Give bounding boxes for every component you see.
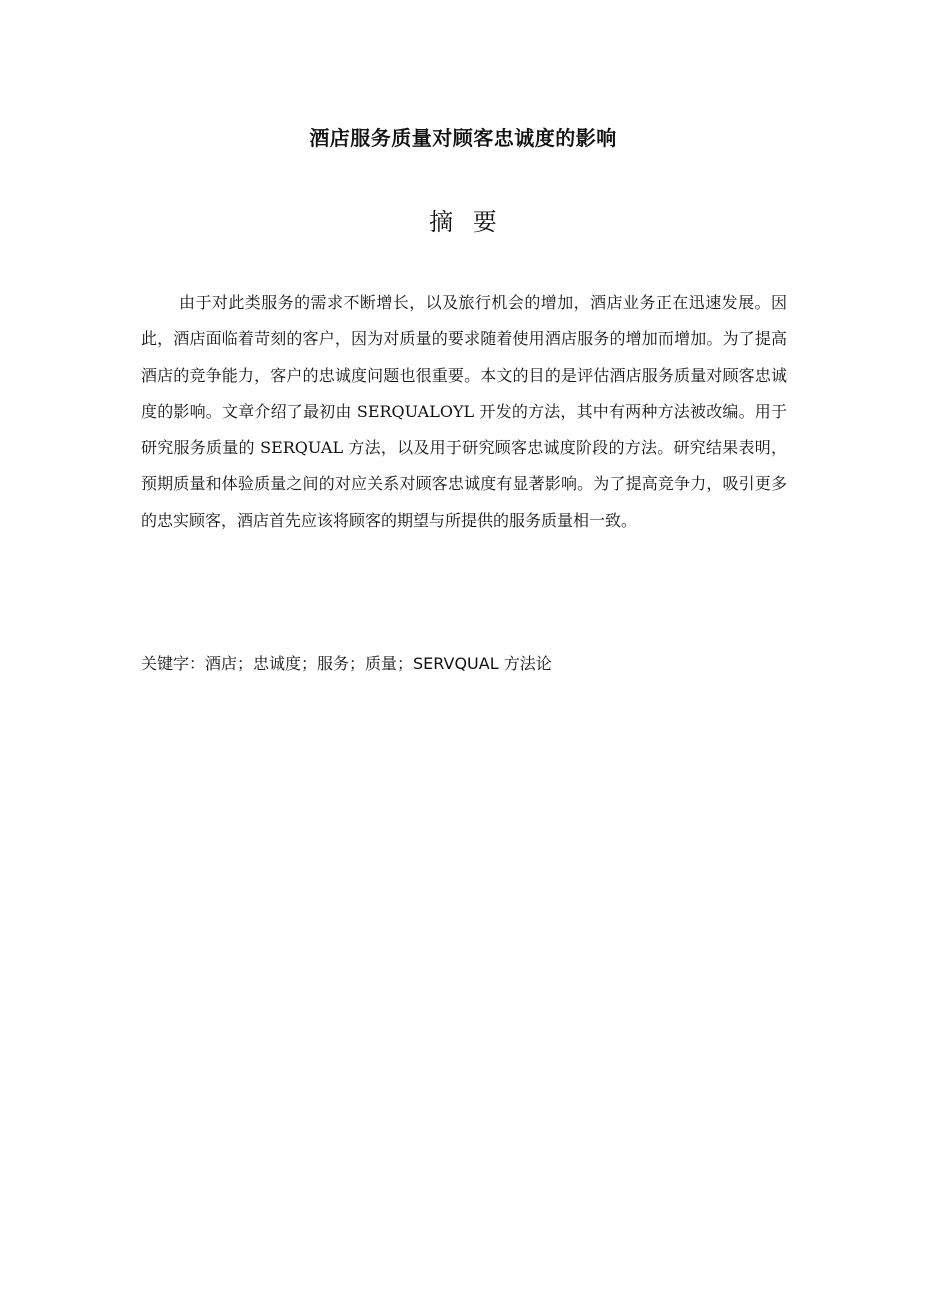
abstract-paragraph: 由于对此类服务的需求不断增长，以及旅行机会的增加，酒店业务正在迅速发展。因此，酒店面临着苛刻的客户，因为对质量的要求随着使用酒店服务的增加而增加。为了提高酒店的竞争能力，客户的忠诚度问题也很重要。本文的目的是评估酒店服务质量对顾客忠诚度的影响。文章介绍了最初由 SERQUALOYL 开发的方法，其中有两种方法被改编。用于研究服务质量的 SERQUAL 方法，以及用于研究顾客忠诚度阶段的方法。研究结果表明，预期质量和体验质量之间的对应关系对顾客忠诚度有显著影响。为了提高竞争力，吸引更多的忠实顾客，酒店首先应该将顾客的期望与所提供的服务质量相一致。 xyxy=(141,293,787,530)
document-title: 酒店服务质量对顾客忠诚度的影响 xyxy=(309,126,617,150)
abstract-heading: 摘 要 xyxy=(429,208,497,236)
keywords-line: 关键字：酒店；忠诚度；服务；质量；SERVQUAL 方法论 xyxy=(141,654,552,673)
